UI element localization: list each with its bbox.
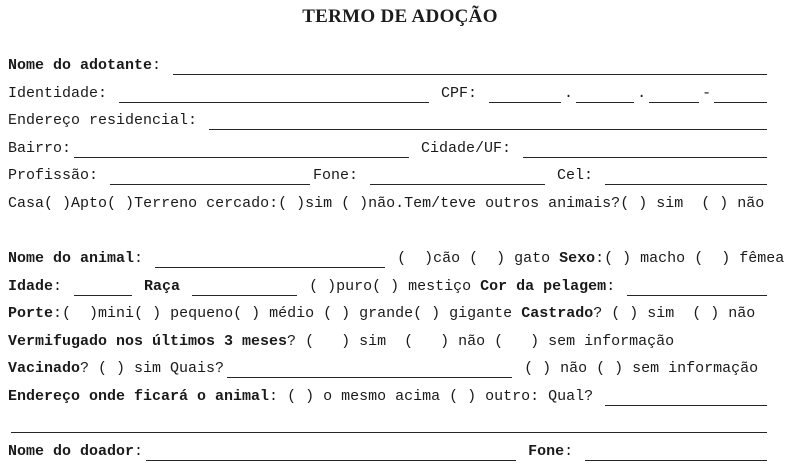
row-vacinado [8, 355, 770, 383]
checkbox-puro[interactable]: ( ) [309, 277, 337, 295]
spacer [388, 245, 397, 273]
spacer [519, 438, 528, 466]
label-vermifugado-nao: não [449, 332, 495, 350]
row-vermifugado [8, 328, 770, 356]
label-apto: Apto [71, 194, 108, 212]
label-mesmo-acima: o mesmo acima [314, 387, 450, 405]
label-vacinado-sem-informacao: sem informação [623, 360, 759, 377]
nome-animal-field[interactable] [155, 245, 385, 268]
label-fone-doador: Fone [528, 442, 565, 460]
label-vermifugado-sim: sim [350, 332, 405, 350]
label-nome-doador: Nome do doador [8, 442, 135, 460]
cpf-dash: - [702, 84, 712, 102]
label-porte: Porte [8, 305, 54, 322]
checkbox-vacinado-nao[interactable]: ( ) [524, 360, 552, 377]
checkbox-vacinado-sim[interactable]: ( ) [98, 360, 126, 377]
label-outros-animais: não.Tem/teve outros animais? [368, 194, 621, 212]
checkbox-endereco-mesmo-acima[interactable]: ( ) [287, 387, 315, 405]
identidade-field[interactable] [119, 80, 429, 103]
label-mini: mini [98, 305, 135, 322]
fone-doador-field[interactable] [585, 438, 767, 461]
cpf-dot-1: . [564, 84, 574, 102]
label-colon: : [269, 387, 288, 405]
label-colon: : [53, 277, 72, 295]
raca-field[interactable] [192, 273, 297, 296]
label-gato: gato [505, 250, 560, 267]
checkbox-vermifugado-sim[interactable]: ( ) [305, 332, 351, 350]
label-profissao: Profissão: [8, 167, 108, 184]
checkbox-castrado-nao[interactable]: ( ) [692, 305, 720, 322]
checkbox-apto[interactable]: ( ) [107, 194, 135, 212]
label-identidade: Identidade: [8, 84, 117, 102]
label-gigante: gigante [440, 305, 522, 322]
checkbox-castrado-sim[interactable]: ( ) [611, 305, 639, 322]
checkbox-cao[interactable]: ( ) [397, 250, 434, 267]
label-grande: grande [350, 305, 414, 322]
label-vermifugado-sem-informacao: sem informação [539, 332, 675, 350]
row-nome-animal-sexo [8, 245, 785, 273]
idade-field[interactable] [74, 273, 132, 296]
label-sexo: Sexo [559, 250, 596, 267]
cpf-part-4-field[interactable] [714, 80, 767, 103]
label-bairro: Bairro: [8, 139, 72, 157]
label-colon: : [53, 305, 63, 322]
checkbox-casa[interactable]: ( ) [44, 194, 72, 212]
spacer [300, 273, 309, 301]
spacer [515, 355, 524, 383]
label-cor-pelagem: Cor da pelagem [480, 277, 607, 295]
label-castrado-nao: não [719, 305, 756, 322]
row-nome-adotante [8, 52, 770, 80]
label-colon: : [564, 442, 583, 460]
label-terreno-cercado: Terreno cercado: [134, 194, 279, 212]
checkbox-porte-gigante[interactable]: ( ) [413, 305, 441, 322]
checkbox-outros-animais-sim[interactable]: ( ) [620, 194, 648, 212]
checkbox-porte-grande[interactable]: ( ) [323, 305, 351, 322]
row-idade-raca-pelagem [8, 273, 770, 301]
row-identidade-cpf [8, 80, 770, 108]
cpf-part-2-field[interactable] [576, 80, 634, 103]
label-vacinado-nao: não [551, 360, 597, 377]
checkbox-endereco-outro[interactable]: ( ) [449, 387, 477, 405]
label-macho: macho [631, 250, 695, 267]
checkbox-gato[interactable]: ( ) [469, 250, 506, 267]
row-nome-doador [8, 438, 770, 466]
label-vacinado: Vacinado [8, 360, 81, 377]
label-raca: Raça [144, 277, 181, 295]
label-outros-animais-nao: não [728, 194, 765, 212]
label-vermifugado: Vermifugado nos últimos 3 meses [8, 332, 288, 350]
form-rows [0, 52, 800, 465]
cpf-part-3-field[interactable] [649, 80, 699, 103]
cidade-uf-field[interactable] [523, 135, 767, 158]
label-question: ? [80, 360, 99, 377]
label-cpf: CPF: [432, 84, 487, 102]
label-nome-animal: Nome do animal [8, 250, 135, 267]
checkbox-porte-medio[interactable]: ( ) [233, 305, 261, 322]
cor-pelagem-field[interactable] [627, 273, 767, 296]
label-vacinado-quais: sim Quais? [125, 360, 225, 377]
checkbox-vermifugado-sem-informacao[interactable]: ( ) [494, 332, 540, 350]
label-nome-adotante: Nome do adotante [8, 57, 153, 74]
label-castrado: Castrado [521, 305, 594, 322]
label-cel: Cel: [548, 167, 603, 184]
endereco-residencial-field[interactable] [209, 107, 767, 130]
label-colon: : [595, 250, 605, 267]
label-idade: Idade [8, 277, 54, 295]
fone-field[interactable] [370, 162, 545, 185]
profissao-field[interactable] [110, 162, 310, 185]
label-colon: : [606, 277, 625, 295]
vacinas-quais-field[interactable] [227, 355, 512, 378]
label-question: ? [287, 332, 306, 350]
label-question: ? [593, 305, 612, 322]
spacer [135, 273, 144, 301]
label-cidade-uf: Cidade/UF: [412, 139, 521, 157]
label-outro-qual: outro: Qual? [476, 387, 603, 405]
checkbox-macho[interactable]: ( ) [604, 250, 632, 267]
label-fone: Fone: [313, 167, 368, 184]
checkbox-terreno-nao[interactable]: ( ) [341, 194, 369, 212]
nome-doador-field[interactable] [146, 438, 516, 461]
checkbox-vacinado-sem-informacao[interactable]: ( ) [596, 360, 624, 377]
row-profissao-fones [8, 162, 770, 190]
row-moradia-outros-animais [8, 190, 770, 218]
label-outros-animais-sim: sim [647, 194, 702, 212]
nome-adotante-field[interactable] [173, 52, 767, 75]
checkbox-vermifugado-nao[interactable]: ( ) [404, 332, 450, 350]
label-puro: puro [336, 277, 373, 295]
label-medio: médio [260, 305, 324, 322]
label-colon: : [152, 57, 171, 74]
endereco-outro-qual-field[interactable] [605, 383, 767, 406]
label-terreno-sim: sim [305, 194, 342, 212]
row-porte-castrado [8, 300, 770, 328]
cel-field[interactable] [605, 162, 767, 185]
row-bairro-cidade [8, 135, 770, 163]
label-mestico: mestiço [399, 277, 481, 295]
checkbox-femea[interactable]: ( ) [694, 250, 731, 267]
cpf-part-1-field[interactable] [489, 80, 561, 103]
row-endereco-residencial [8, 107, 770, 135]
row-endereco-animal [8, 383, 770, 411]
checkbox-terreno-sim[interactable]: ( ) [278, 194, 306, 212]
label-femea: fêmea [730, 250, 785, 267]
label-cao: cão [433, 250, 470, 267]
checkbox-outros-animais-nao[interactable]: ( ) [701, 194, 729, 212]
label-endereco-residencial: Endereço residencial: [8, 112, 207, 129]
label-pequeno: pequeno [161, 305, 234, 322]
bairro-field[interactable] [74, 135, 409, 158]
label-endereco-animal: Endereço onde ficará o animal [8, 387, 270, 405]
checkbox-porte-mini[interactable]: ( ) [62, 305, 99, 322]
endereco-outro-qual-continuacao-field[interactable] [11, 410, 767, 433]
checkbox-porte-pequeno[interactable]: ( ) [134, 305, 162, 322]
form-title: TERMO DE ADOÇÃO [302, 6, 498, 27]
label-castrado-sim: sim [638, 305, 693, 322]
row-endereco-continuacao [8, 410, 770, 438]
checkbox-mestico[interactable]: ( ) [372, 277, 400, 295]
spacer [180, 273, 189, 301]
label-colon: : [134, 250, 153, 267]
label-casa: Casa [8, 194, 45, 212]
label-colon: : [134, 442, 144, 460]
cpf-dot-2: . [637, 84, 647, 102]
